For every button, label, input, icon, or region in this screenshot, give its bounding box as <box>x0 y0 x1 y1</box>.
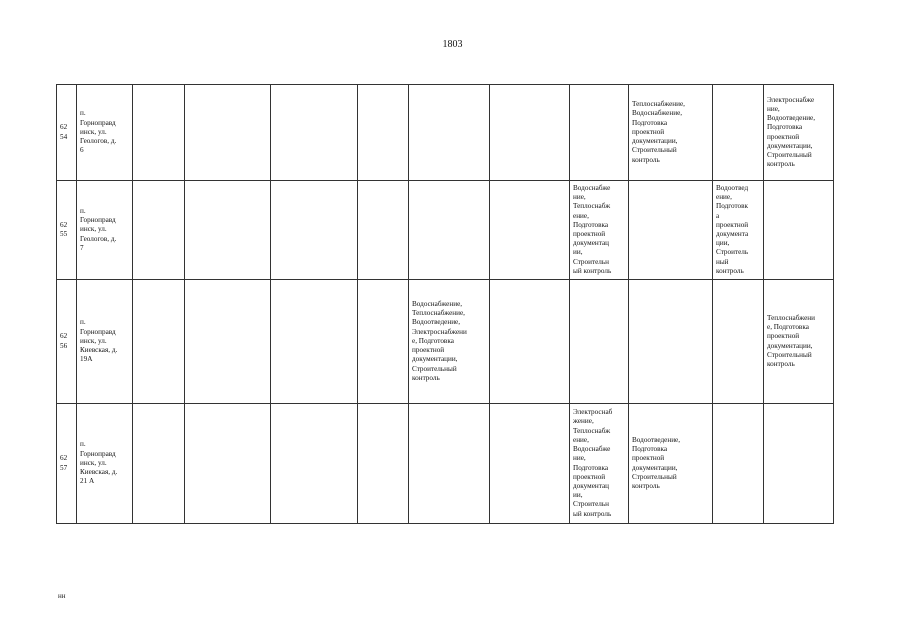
empty-cell <box>133 181 185 280</box>
works-text: Водоотвед ение, Подготовк а проектной документа ции, Строитель ный контроль <box>716 183 749 275</box>
empty-cell <box>409 181 490 280</box>
page-number: 1803 <box>442 39 463 50</box>
empty-cell <box>358 404 409 524</box>
empty-cell <box>185 85 271 181</box>
works-cell <box>629 85 713 181</box>
works-cell <box>409 280 490 404</box>
row-number: 62 54 <box>60 123 68 141</box>
empty-cell <box>409 85 490 181</box>
address-cell <box>77 280 133 404</box>
works-text: Водоснабжение, Теплоснабжение, Водоотведение, Электроснабжени е, Подготовка проектной документации, Строительный контроль <box>412 300 467 382</box>
empty-cell <box>133 85 185 181</box>
table-row <box>57 404 834 524</box>
empty-cell <box>271 404 358 524</box>
empty-cell <box>409 404 490 524</box>
works-text: Электроснабже ние, Водоотведение, Подготовка проектной документации, Строительный контроль <box>767 95 816 169</box>
empty-cell <box>713 280 764 404</box>
empty-cell <box>358 85 409 181</box>
works-text: Электроснаб жение, Теплоснабж ение, Водоснабже ние, Подготовка проектной документац ии, Строительн ый контроль <box>573 408 613 518</box>
address-text: п. Горноправд инск, ул. Киевская, д. 21 А <box>80 440 118 486</box>
table-row <box>57 280 834 404</box>
row-number-cell <box>57 181 77 280</box>
row-number-cell <box>57 280 77 404</box>
table-row <box>57 181 834 280</box>
empty-cell <box>713 404 764 524</box>
empty-cell <box>271 280 358 404</box>
empty-cell <box>764 404 834 524</box>
empty-cell <box>490 280 570 404</box>
empty-cell <box>629 280 713 404</box>
footer-mark: нн <box>58 592 66 600</box>
row-number: 62 55 <box>60 220 68 238</box>
address-cell <box>77 181 133 280</box>
works-text: Водоснабже ние, Теплоснабж ение, Подготовка проектной документац ии, Строительн ый контроль <box>573 183 612 275</box>
address-text: п. Горноправд инск, ул. Геологов, д. 6 <box>80 109 117 155</box>
empty-cell <box>185 280 271 404</box>
table-row <box>57 85 834 181</box>
empty-cell <box>629 181 713 280</box>
empty-cell <box>570 85 629 181</box>
empty-cell <box>271 85 358 181</box>
empty-cell <box>570 280 629 404</box>
empty-cell <box>133 280 185 404</box>
works-text: Теплоснабжение, Водоснабжение, Подготовка проектной документации, Строительный контроль <box>632 100 685 164</box>
works-cell <box>570 181 629 280</box>
row-number-cell <box>57 404 77 524</box>
empty-cell <box>490 404 570 524</box>
row-number-cell <box>57 85 77 181</box>
works-cell <box>764 85 834 181</box>
address-text: п. Горноправд инск, ул. Киевская, д. 19А <box>80 318 118 364</box>
works-cell <box>713 181 764 280</box>
address-cell <box>77 85 133 181</box>
empty-cell <box>133 404 185 524</box>
empty-cell <box>185 181 271 280</box>
row-number: 62 56 <box>60 332 68 350</box>
empty-cell <box>490 85 570 181</box>
works-cell <box>570 404 629 524</box>
works-text: Водоотведение, Подготовка проектной документации, Строительный контроль <box>632 435 681 490</box>
works-cell <box>629 404 713 524</box>
empty-cell <box>271 181 358 280</box>
empty-cell <box>764 181 834 280</box>
address-cell <box>77 404 133 524</box>
empty-cell <box>490 181 570 280</box>
works-table <box>56 84 834 524</box>
empty-cell <box>713 85 764 181</box>
empty-cell <box>358 181 409 280</box>
empty-cell <box>358 280 409 404</box>
empty-cell <box>185 404 271 524</box>
works-text: Теплоснабжени е, Подготовка проектной документации, Строительный контроль <box>767 313 815 368</box>
row-number: 62 57 <box>60 454 68 472</box>
works-cell <box>764 280 834 404</box>
address-text: п. Горноправд инск, ул. Геологов, д. 7 <box>80 206 117 252</box>
